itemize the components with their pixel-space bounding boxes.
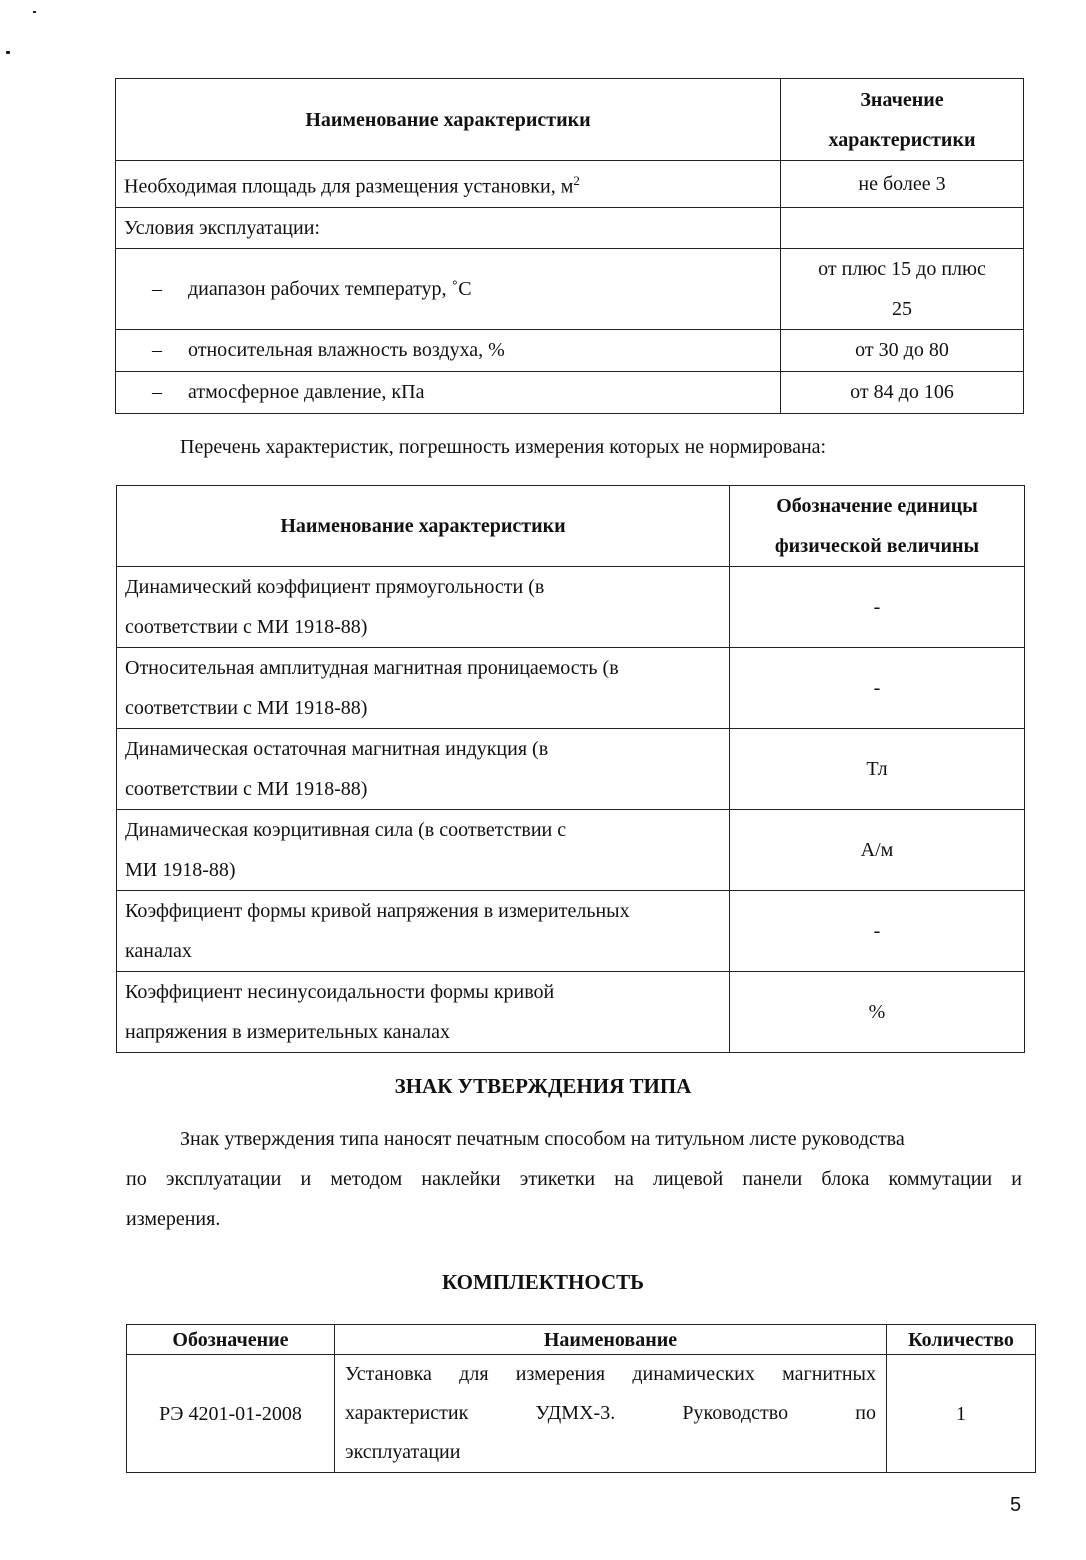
table-row: [127, 1355, 1036, 1473]
operating-conditions-table: [115, 78, 1024, 414]
row-name: Необходимая площадь для размещения установки, $м^2$: [116, 161, 781, 208]
table-row: [117, 810, 1025, 891]
row-name: Динамическая остаточная магнитная индукция (в соответствии с МИ 1918-88): [117, 729, 730, 810]
row-value: от плюс 15 до плюс 25: [781, 248, 1024, 329]
scan-speck: [33, 11, 36, 13]
row-name: Установка для измерения динамических магнитных характеристик УДМХ-3. Руководство по эксплуатации: [335, 1355, 887, 1473]
header-name: Наименование: [335, 1325, 887, 1355]
header-name: Наименование характеристики: [116, 79, 781, 161]
header-name: Наименование характеристики: [117, 486, 730, 567]
table-row: [116, 207, 1024, 248]
row-name: – относительная влажность воздуха, %: [116, 329, 781, 371]
row-value: от 84 до 106: [781, 371, 1024, 413]
table-row: [117, 567, 1025, 648]
completeness-table: [126, 1324, 1036, 1473]
dash-bullet: –: [152, 381, 162, 404]
row-name: Динамический коэффициент прямоугольности (в соответствии с МИ 1918-88): [117, 567, 730, 648]
table-row: [116, 161, 1024, 208]
row-unit: -: [730, 891, 1025, 972]
row-quantity: 1: [887, 1355, 1036, 1473]
dash-bullet: –: [152, 339, 162, 362]
section-heading-approval: ЗНАК УТВЕРЖДЕНИЯ ТИПА: [394, 1074, 692, 1098]
unnormalized-characteristics-table: [116, 485, 1025, 1053]
section-heading-completeness: КОМПЛЕКТНОСТЬ: [441, 1270, 645, 1294]
row-unit: -: [730, 567, 1025, 648]
header-designation: Обозначение: [127, 1325, 335, 1355]
row-unit: -: [730, 648, 1025, 729]
row-name: Относительная амплитудная магнитная проницаемость (в соответствии с МИ 1918-88): [117, 648, 730, 729]
list-intro: Перечень характеристик, погрешность измерения которых не нормирована:: [180, 436, 827, 458]
row-name: Условия эксплуатации:: [116, 207, 781, 248]
row-name: Коэффициент несинусоидальности формы кривой напряжения в измерительных каналах: [117, 972, 730, 1053]
table-row: [116, 329, 1024, 371]
row-name: – диапазон рабочих температур, ˚С: [116, 248, 781, 329]
row-value: от 30 до 80: [781, 329, 1024, 371]
row-value: [781, 207, 1024, 248]
row-name: Коэффициент формы кривой напряжения в измерительных каналах: [117, 891, 730, 972]
row-unit: Тл: [730, 729, 1025, 810]
table-row: [117, 729, 1025, 810]
page-number: 5: [1010, 1494, 1022, 1516]
row-name: – атмосферное давление, кПа: [116, 371, 781, 413]
row-designation: РЭ 4201-01-2008: [127, 1355, 335, 1473]
row-unit: %: [730, 972, 1025, 1053]
table-header-row: [116, 79, 1024, 161]
table-row: [117, 648, 1025, 729]
header-unit: Обозначение единицы физической величины: [730, 486, 1025, 567]
header-value: Значение характеристики: [781, 79, 1024, 161]
row-name: Динамическая коэрцитивная сила (в соответствии с МИ 1918-88): [117, 810, 730, 891]
row-value: не более 3: [781, 161, 1024, 208]
table-row: [117, 891, 1025, 972]
row-unit: А/м: [730, 810, 1025, 891]
table-header-row: [127, 1325, 1036, 1355]
table-row: [117, 972, 1025, 1053]
scan-speck: [6, 51, 10, 54]
header-quantity: Количество: [887, 1325, 1036, 1355]
table-row: [116, 248, 1024, 329]
table-row: [116, 371, 1024, 413]
approval-paragraph: Знак утверждения типа наносят печатным способом на титульном листе руководства по эксплуатации и методом наклейки этикетки на лицевой панели блока коммутации и измерения.: [126, 1128, 1022, 1230]
table-header-row: [117, 486, 1025, 567]
dash-bullet: –: [152, 277, 162, 300]
